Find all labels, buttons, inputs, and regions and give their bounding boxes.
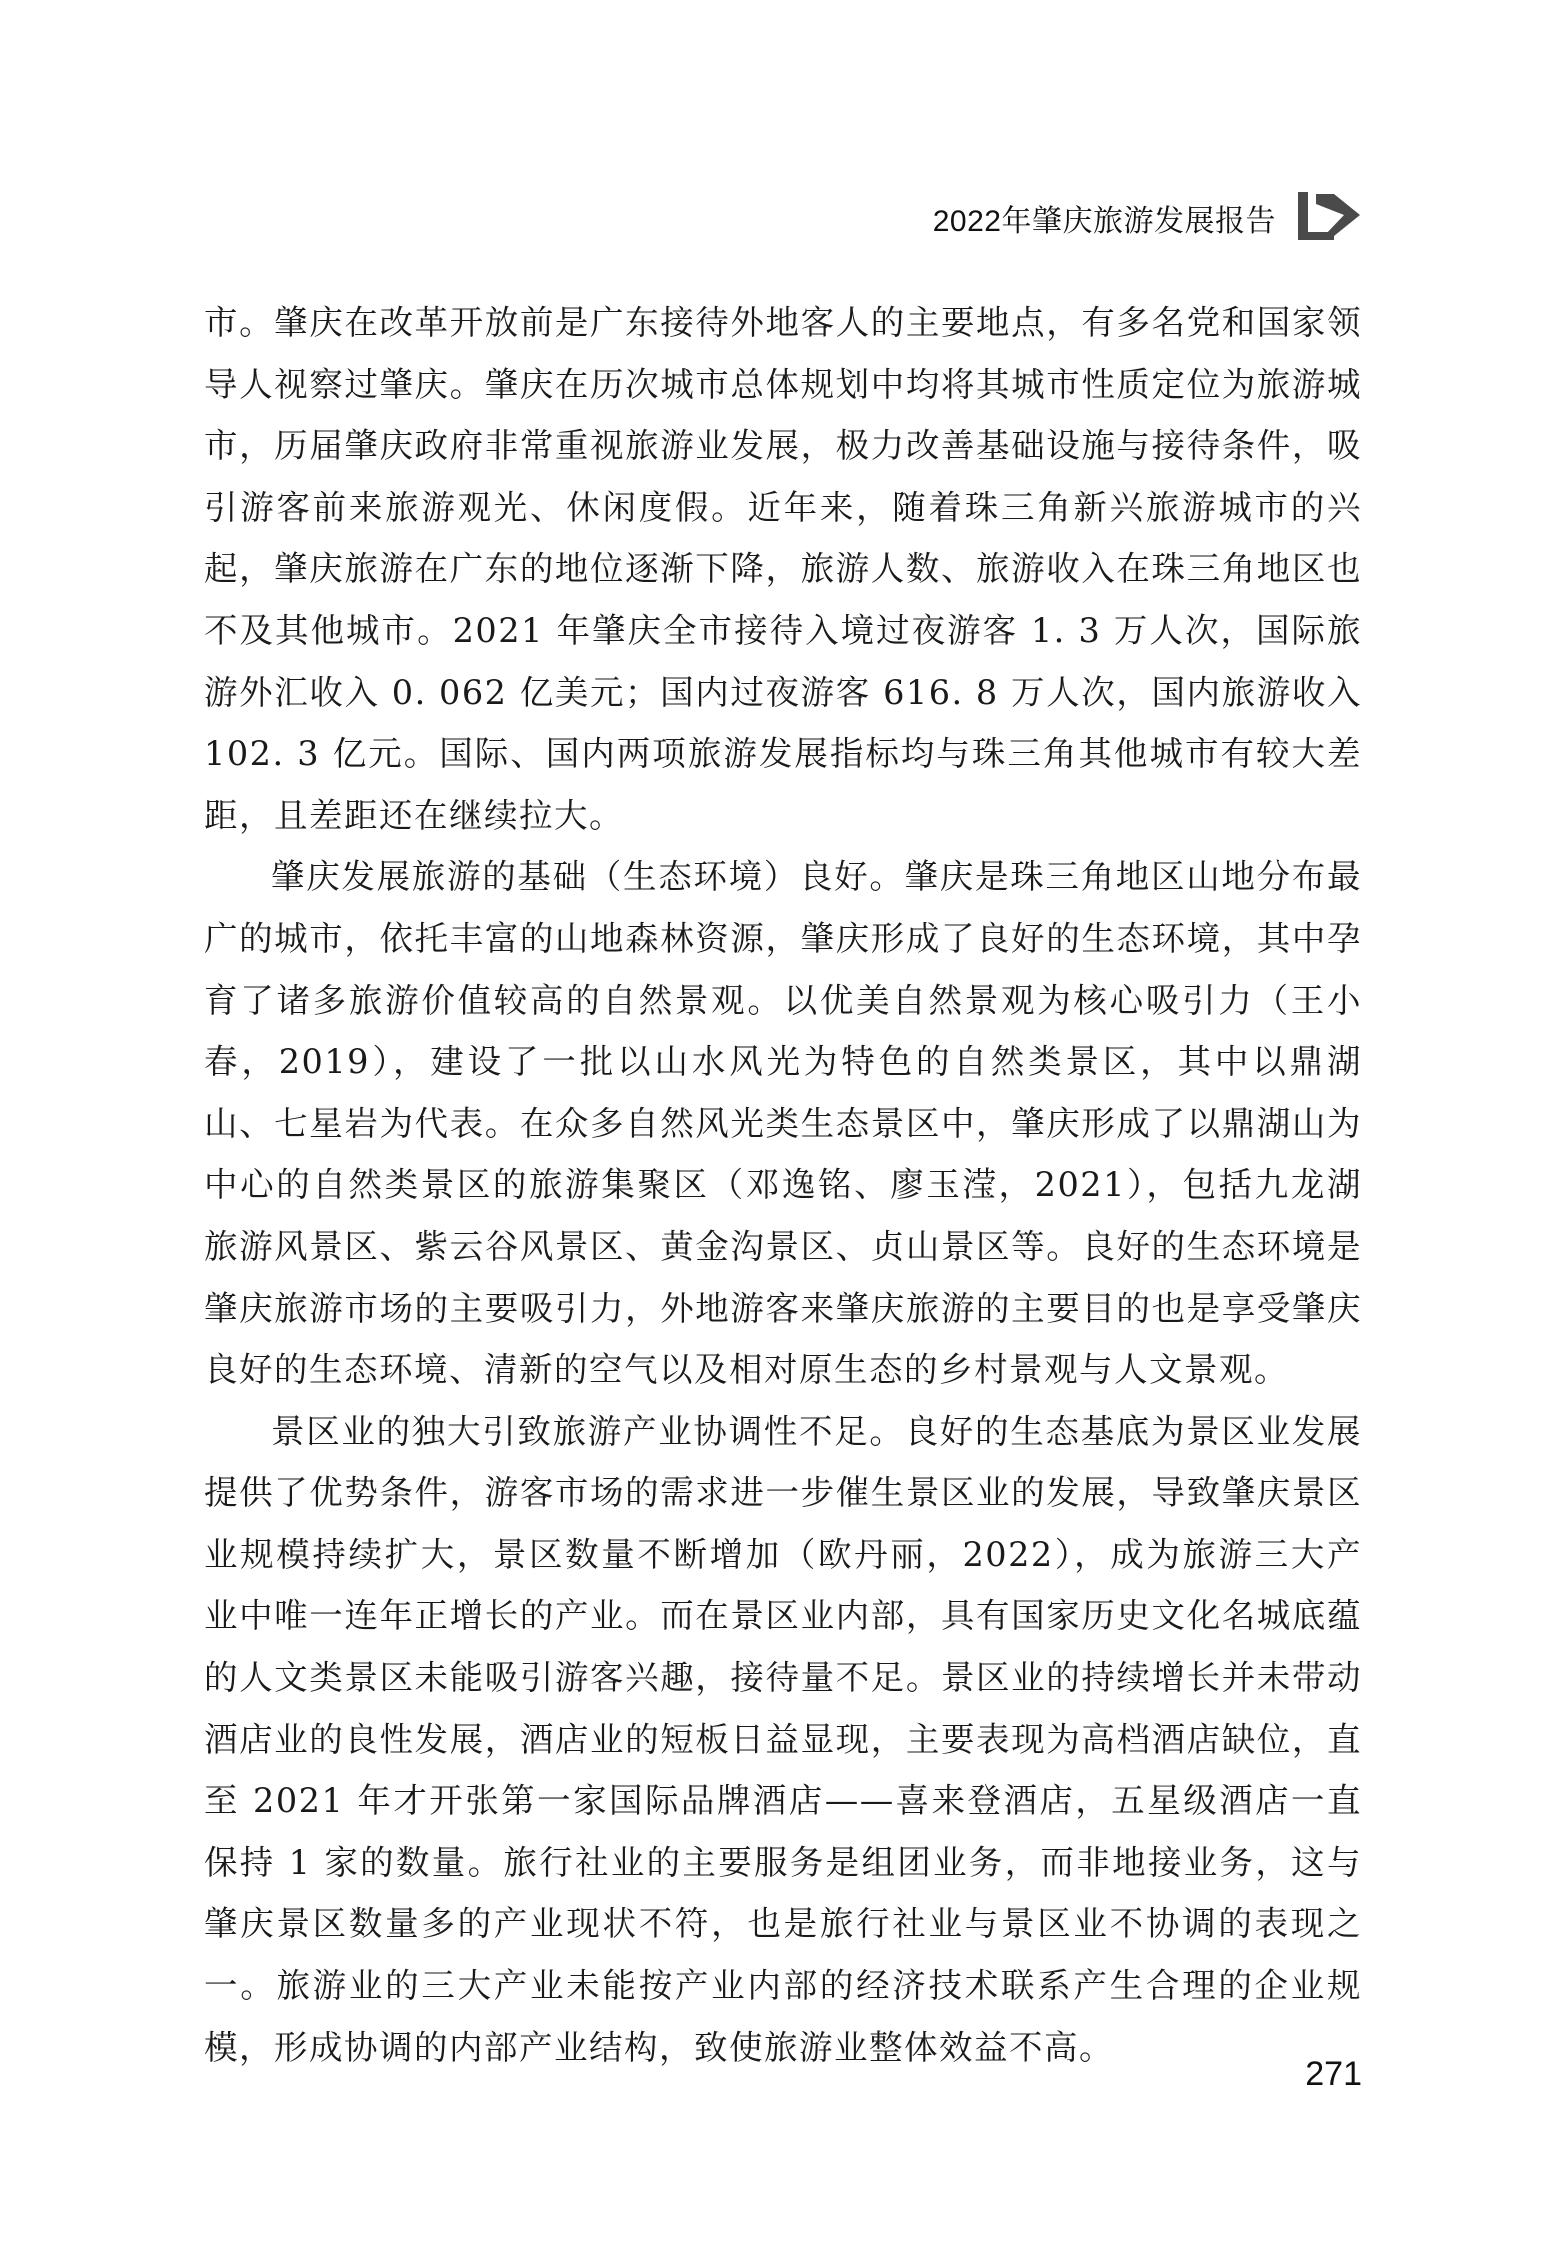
- paragraph: 景区业的独大引致旅游产业协调性不足。良好的生态基底为景区业发展提供了优势条件，游客市场的需求进一步催生景区业的发展，导致肇庆景区业规模持续扩大，景区数量不断增加（欧丹丽，2022），成为旅游三大产业中唯一连年正增长的产业。而在景区业内部，具有国家历史文化名城底蕴的人文类景区未能吸引游客兴趣，接待量不足。景区业的持续增长并未带动酒店业的良性发展，酒店业的短板日益显现，主要表现为高档酒店缺位，直至 2021 年才开张第一家国际品牌酒店——喜来登酒店，五星级酒店一直保持 1 家的数量。旅行社业的主要服务是组团业务，而非地接业务，这与肇庆景区数量多的产业现状不符，也是旅行社业与景区业不协调的表现之一。旅游业的三大产业未能按产业内部的经济技术联系产生合理的企业规模，形成协调的内部产业结构，致使旅游业整体效益不高。: [204, 1411, 1362, 2067]
- chapter-arrow-icon: [1294, 186, 1366, 244]
- paragraph: 市。肇庆在改革开放前是广东接待外地客人的主要地点，有多名党和国家领导人视察过肇庆。肇庆在历次城市总体规划中均将其城市性质定位为旅游城市，历届肇庆政府非常重视旅游业发展，极力改善基础设施与接待条件，吸引游客前来旅游观光、休闲度假。近年来，随着珠三角新兴旅游城市的兴起，肇庆旅游在广东的地位逐渐下降，旅游人数、旅游收入在珠三角地区也不及其他城市。2021 年肇庆全市接待入境过夜游客 1. 3 万人次，国际旅游外汇收入 0. 062 亿美元；国内过夜游客 616. 8 万人次，国内旅游收入 102. 3 亿元。国际、国内两项旅游发展指标均与珠三角其他城市有较大差距，且差距还在继续拉大。: [204, 303, 1362, 835]
- running-header-title: 2022年肇庆旅游发展报告: [932, 205, 1276, 238]
- page-number: 271: [1305, 2055, 1362, 2093]
- paragraph: 肇庆发展旅游的基础（生态环境）良好。肇庆是珠三角地区山地分布最广的城市，依托丰富的山地森林资源，肇庆形成了良好的生态环境，其中孕育了诸多旅游价值较高的自然景观。以优美自然景观为核心吸引力（王小春，2019），建设了一批以山水风光为特色的自然类景区，其中以鼎湖山、七星岩为代表。在众多自然风光类生态景区中，肇庆形成了以鼎湖山为中心的自然类景区的旅游集聚区（邓逸铭、廖玉滢，2021），包括九龙湖旅游风景区、紫云谷风景区、黄金沟景区、贞山景区等。良好的生态环境是肇庆旅游市场的主要吸引力，外地游客来肇庆旅游的主要目的也是享受肇庆良好的生态环境、清新的空气以及相对原生态的乡村景观与人文景观。: [204, 857, 1362, 1390]
- body-text: [204, 292, 1362, 2078]
